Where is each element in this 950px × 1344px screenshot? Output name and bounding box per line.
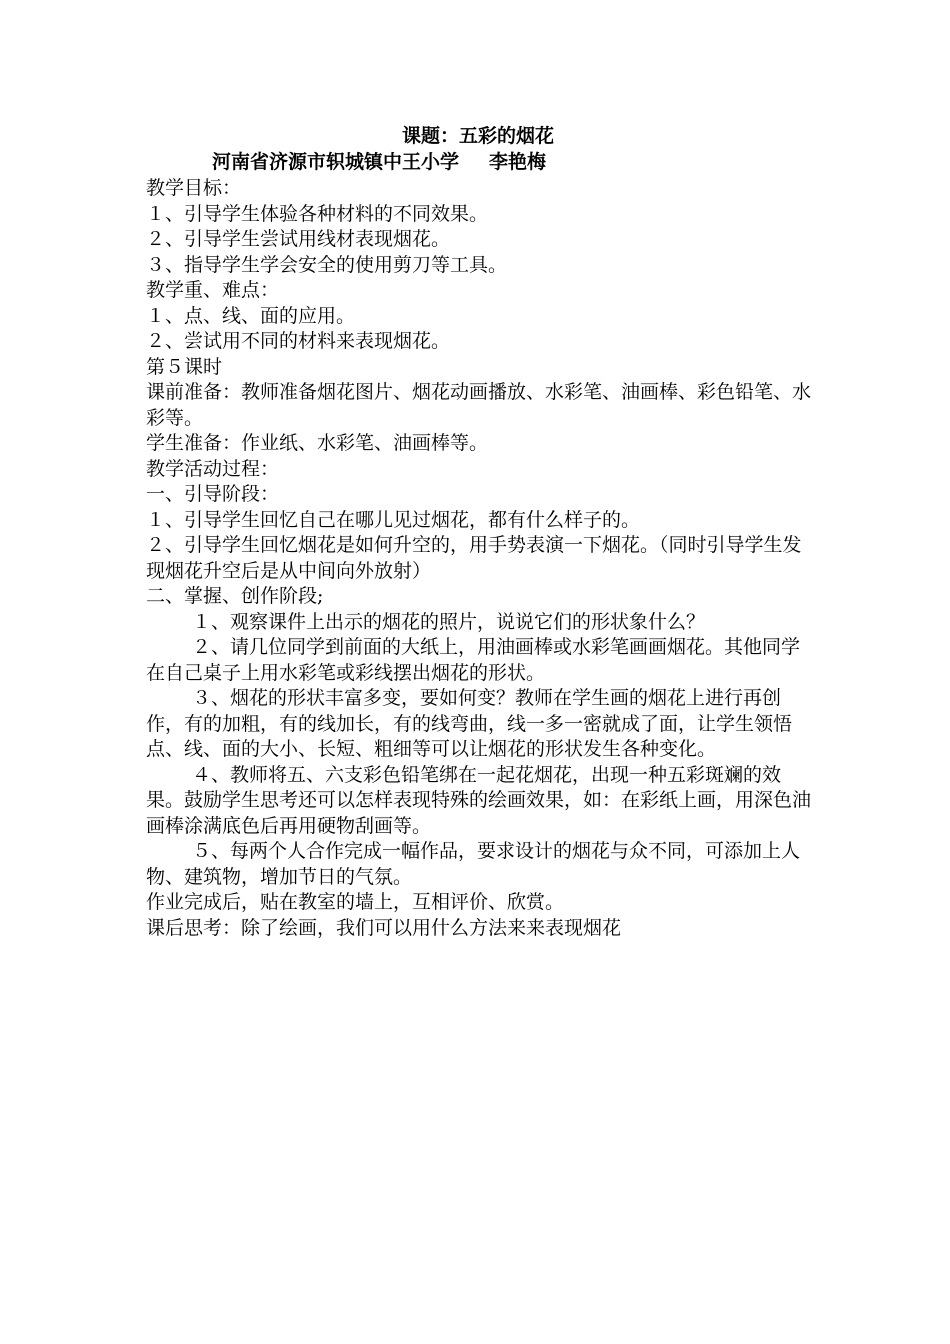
paragraph: １、观察课件上出示的烟花的照片，说说它们的形状象什么？ [192,610,706,633]
paragraph: 一、引导阶段： [146,483,280,505]
paragraph: ２、请几位同学到前面的大纸上，用油画棒或水彩笔画画烟花。其他同学在自己桌子上用水彩笔或彩线摆出烟花的形状。 [146,636,801,684]
paragraph: 课后思考：除了绘画，我们可以用什么方法来来表现烟花 [146,916,622,939]
paragraph: 教学目标： [146,177,242,199]
document-title: 课题：五彩的烟花 [402,125,555,147]
paragraph: ２、尝试用不同的材料来表现烟花。 [146,330,451,352]
paragraph: 第５课时 [146,355,223,378]
paragraph: ２、引导学生回忆烟花是如何升空的，用手势表演一下烟花。（同时引导学生发现烟花升空后是从中间向外放射） [146,534,802,582]
school-name: 河南省济源市轵城镇中王小学 [212,151,460,173]
paragraph: 教学活动过程： [146,457,280,480]
paragraph: １、引导学生体验各种材料的不同效果。 [146,202,489,225]
paragraph: 课前准备：教师准备烟花图片、烟花动画播放、水彩笔、油画棒、彩色铅笔、水彩等。 [146,381,812,429]
paragraph: １、点、线、面的应用。 [146,304,356,327]
paragraph: 作业完成后，贴在教室的墙上，互相评价、欣赏。 [146,891,565,913]
paragraph: ３、指导学生学会安全的使用剪刀等工具。 [146,253,508,276]
paragraph: １、引导学生回忆自己在哪儿见过烟花，都有什么样子的。 [146,508,641,531]
paragraph: 教学重、难点： [146,279,280,301]
paragraph: ３、烟花的形状丰富多变，要如何变？教师在学生画的烟花上进行再创作，有的加粗，有的线加长，有的线弯曲，线一多一密就成了面，让学生领悟点、线、面的大小、长短、粗细等可以让烟花的形状发生各种变化。 [146,687,793,760]
author-line [212,150,546,175]
paragraph: ２、引导学生尝试用线材表现烟花。 [146,228,451,250]
paragraph: ５、每两个人合作完成一幅作品，要求设计的烟花与众不同，可添加上人物、建筑物，增加节日的气氛。 [146,840,801,888]
author-name: 李艳梅 [489,151,547,173]
paragraph: ４、教师将五、六支彩色铅笔绑在一起花烟花，出现一种五彩斑斓的效果。鼓励学生思考还可以怎样表现特殊的绘画效果，如：在彩纸上画，用深色油画棒涂满底色后再用硬物刮画等。 [146,763,812,837]
paragraph: 学生准备：作业纸、水彩笔、油画棒等。 [146,432,489,454]
paragraph: 二、掌握、创作阶段; [146,585,324,607]
document-body [146,176,814,941]
